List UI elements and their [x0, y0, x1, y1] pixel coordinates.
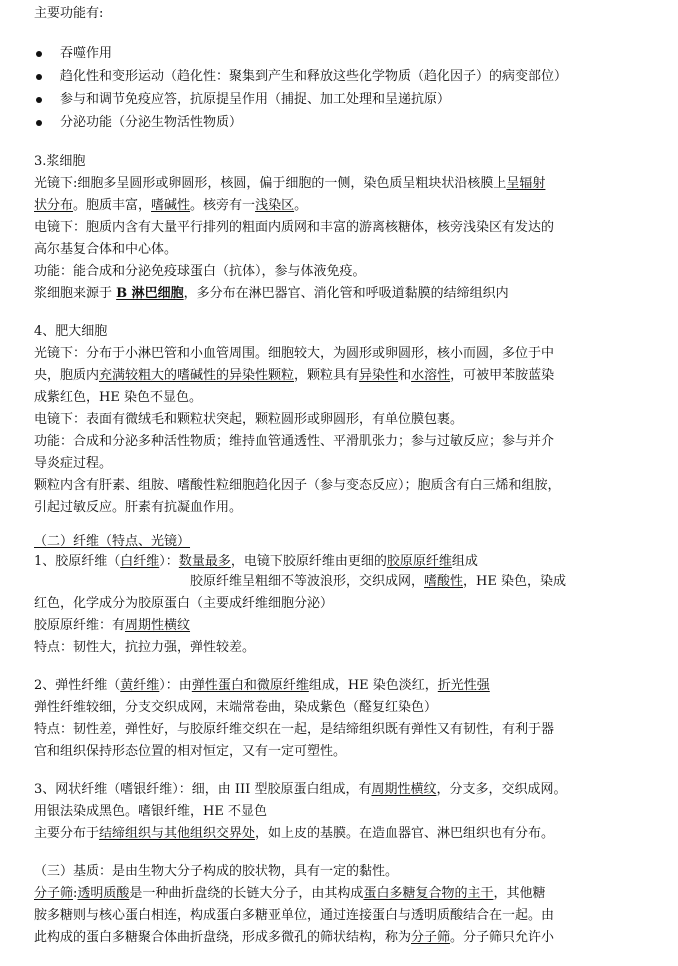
paragraph-line: 电镜下：胞质内含有大量平行排列的粗面内质网和丰富的游离核糖体，核旁浅染区有发达的 — [34, 220, 555, 235]
paragraph-line: 央，胞质内充满较粗大的嗜碱性的异染性颗粒，颗粒具有异染性和水溶性，可被甲苯胺蓝染 — [34, 368, 555, 383]
paragraph-line: 官和组织保持形态位置的相对恒定，又有一定可塑性。 — [34, 744, 347, 759]
bullet-dot — [36, 120, 42, 126]
paragraph-line: 功能：合成和分泌多种活性物质；维持血管通透性、平滑肌张力；参与过敏反应；参与并介 — [34, 434, 555, 449]
bullet-item: 参与和调节免疫应答，抗原提呈作用（捕捉、加工处理和呈递抗原） — [60, 92, 451, 107]
paragraph-line: 成紫红色，HE 染色不显色。 — [34, 390, 202, 405]
paragraph-line: 状分布。胞质丰富，嗜碱性。核旁有一浅染区。 — [34, 198, 308, 213]
paragraph-line: 电镜下：表面有微绒毛和颗粒状突起，颗粒圆形或卵圆形，有单位膜包裹。 — [34, 412, 464, 427]
paragraph-line: 特点：韧性大，抗拉力强，弹性较差。 — [34, 640, 256, 655]
bullet-dot — [36, 74, 42, 80]
paragraph-line: 此构成的蛋白多糖聚合体曲折盘绕，形成多微孔的筛状结构，称为分子筛。分子筛只允许小 — [34, 930, 555, 945]
bullet-item: 趋化性和变形运动（趋化性：聚集到产生和释放这些化学物质（趋化因子）的病变部位） — [60, 69, 568, 84]
paragraph-line: 功能：能合成和分泌免疫球蛋白（抗体），参与体液免疫。 — [34, 264, 366, 279]
paragraph-line: 浆细胞来源于 B 淋巴细胞，多分布在淋巴器官、消化管和呼吸道黏膜的结缔组织内 — [34, 286, 509, 301]
paragraph-line: 光镜下：分布于小淋巴管和小血管周围。细胞较大，为圆形或卵圆形，核小而圆，多位于中 — [34, 346, 555, 361]
section-title-mast-cell: 4、肥大细胞 — [34, 324, 108, 339]
paragraph-line: 分子筛:透明质酸是一种曲折盘绕的长链大分子，由其构成蛋白多糖复合物的主干，其他糖 — [34, 886, 546, 901]
paragraph-line: 1、胶原纤维（白纤维）：数量最多，电镜下胶原纤维由更细的胶原原纤维组成 — [34, 554, 478, 569]
paragraph-line: 颗粒内含有肝素、组胺、嗜酸性粒细胞趋化因子（参与变态反应）；胞质含有白三烯和组胺， — [34, 478, 561, 493]
bullet-dot — [36, 51, 42, 57]
intro-heading: 主要功能有: — [34, 6, 104, 21]
paragraph-line: 胺多糖则与核心蛋白相连，构成蛋白多糖亚单位，通过连接蛋白与透明质酸结合在一起。由 — [34, 908, 555, 923]
bullet-dot — [36, 97, 42, 103]
section-title-ground-substance: （三）基质：是由生物大分子构成的胶状物，具有一定的黏性。 — [34, 864, 399, 879]
section-title-fibers: （二）纤维（特点、光镜） — [34, 534, 191, 549]
paragraph-line: 3、网状纤维（嗜银纤维）：细，由 III 型胶原蛋白组成，有周期性横纹，分支多，交织成网。 — [34, 782, 567, 797]
paragraph-line: 胶原纤维呈粗细不等波浪形，交织成网，嗜酸性，HE 染色，染成 — [190, 574, 566, 589]
paragraph-line: 主要分布于结缔组织与其他组织交界处，如上皮的基膜。在造血器官、淋巴组织也有分布。 — [34, 826, 555, 841]
bullet-item: 分泌功能（分泌生物活性物质） — [60, 115, 243, 130]
bullet-item: 吞噬作用 — [60, 46, 113, 61]
paragraph-line: 用银法染成黑色。嗜银纤维，HE 不显色 — [34, 804, 267, 819]
paragraph-line: 引起过敏反应。肝素有抗凝血作用。 — [34, 500, 243, 515]
section-title-plasma-cell: 3.浆细胞 — [34, 154, 86, 169]
paragraph-line: 光镜下:细胞多呈圆形或卵圆形，核圆，偏于细胞的一侧，染色质呈粗块状沿核膜上呈辐射 — [34, 176, 546, 191]
paragraph-line: 胶原原纤维：有周期性横纹 — [34, 618, 191, 633]
paragraph-line: 弹性纤维较细，分支交织成网，末端常卷曲，染成紫色（醛复红染色） — [34, 700, 438, 715]
paragraph-line: 2、弹性纤维（黄纤维）：由弹性蛋白和微原纤维组成，HE 染色淡红，折光性强 — [34, 678, 490, 693]
paragraph-line: 特点：韧性差，弹性好，与胶原纤维交织在一起，是结缔组织既有弹性又有韧性，有利于器 — [34, 722, 555, 737]
paragraph-line: 高尔基复合体和中心体。 — [34, 242, 178, 257]
paragraph-line: 红色，化学成分为胶原蛋白（主要成纤维细胞分泌） — [34, 596, 334, 611]
paragraph-line: 导炎症过程。 — [34, 456, 113, 471]
